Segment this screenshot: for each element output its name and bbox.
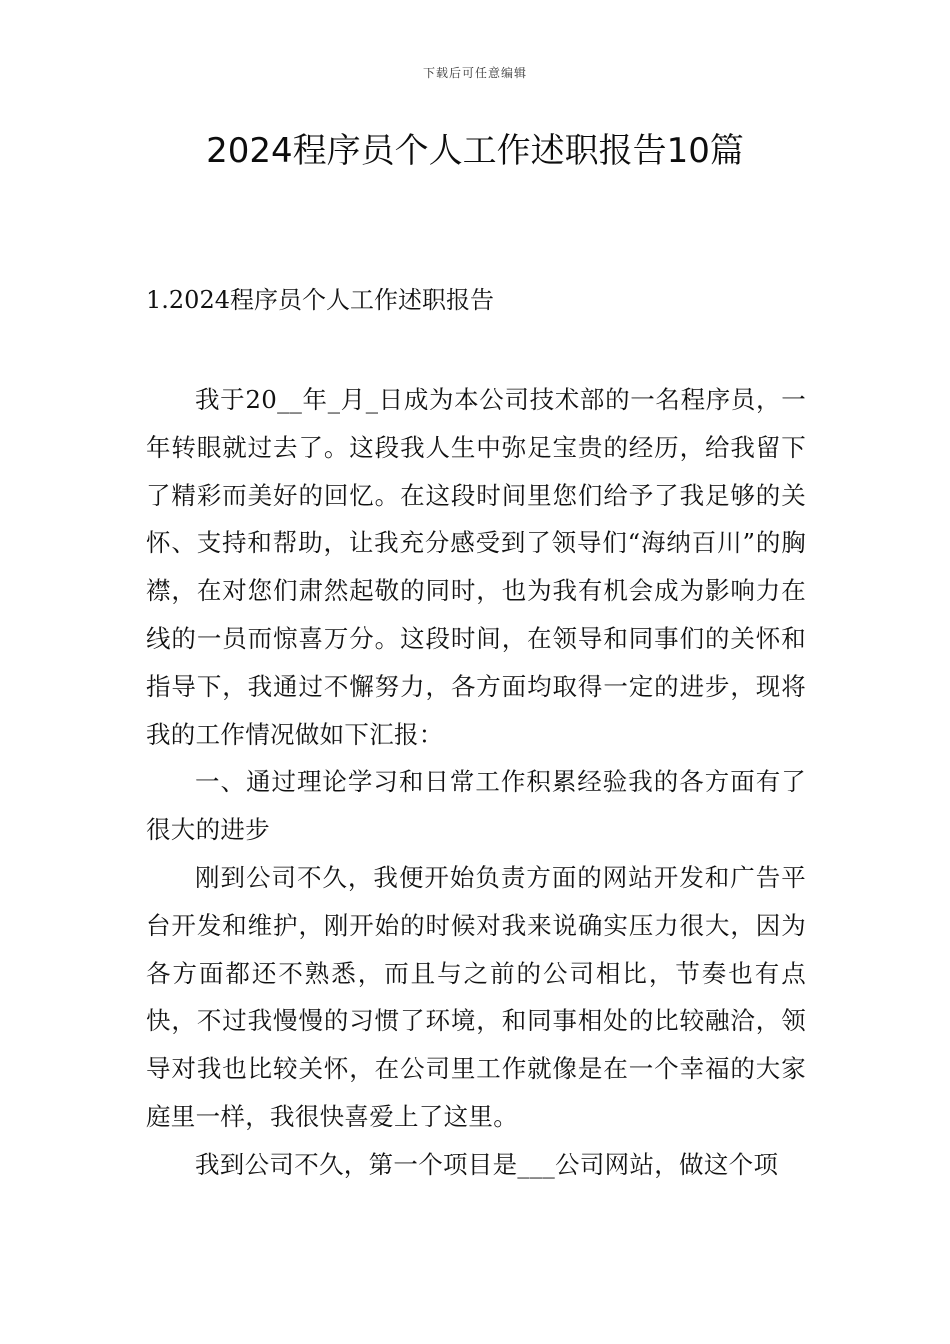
document-body [146, 376, 806, 1189]
document-title: 2024程序员个人工作述职报告10篇 [206, 131, 744, 171]
paragraph-intro: 我于20__年_月_日成为本公司技术部的一名程序员，一年转眼就过去了。这段我人生中弥足宝贵的经历，给我留下了精彩而美好的回忆。在这段时间里您们给予了我足够的关怀、支持和帮助，让我充分感受到了领导们“海纳百川”的胸襟，在对您们肃然起敬的同时，也为我有机会成为影响力在线的一员而惊喜万分。这段时间，在领导和同事们的关怀和指导下，我通过不懈努力，各方面均取得一定的进步，现将我的工作情况做如下汇报： [146, 385, 806, 749]
section-heading: 1.2024程序员个人工作述职报告 [146, 286, 494, 314]
paragraph-first-project: 我到公司不久，第一个项目是___公司网站，做这个项 [195, 1149, 779, 1179]
paragraph-work-start: 刚到公司不久，我便开始负责方面的网站开发和广告平台开发和维护，刚开始的时候对我来说确实压力很大，因为各方面都还不熟悉，而且与之前的公司相比，节奏也有点快，不过我慢慢的习惯了环境，和同事相处的比较融洽，领导对我也比较关怀，在公司里工作就像是在一个幸福的大家庭里一样，我很快喜爱上了这里。 [146, 862, 806, 1131]
paragraph-subheading: 一、通过理论学习和日常工作积累经验我的各方面有了很大的进步 [146, 767, 806, 845]
header-note: 下载后可任意编辑 [422, 66, 527, 80]
